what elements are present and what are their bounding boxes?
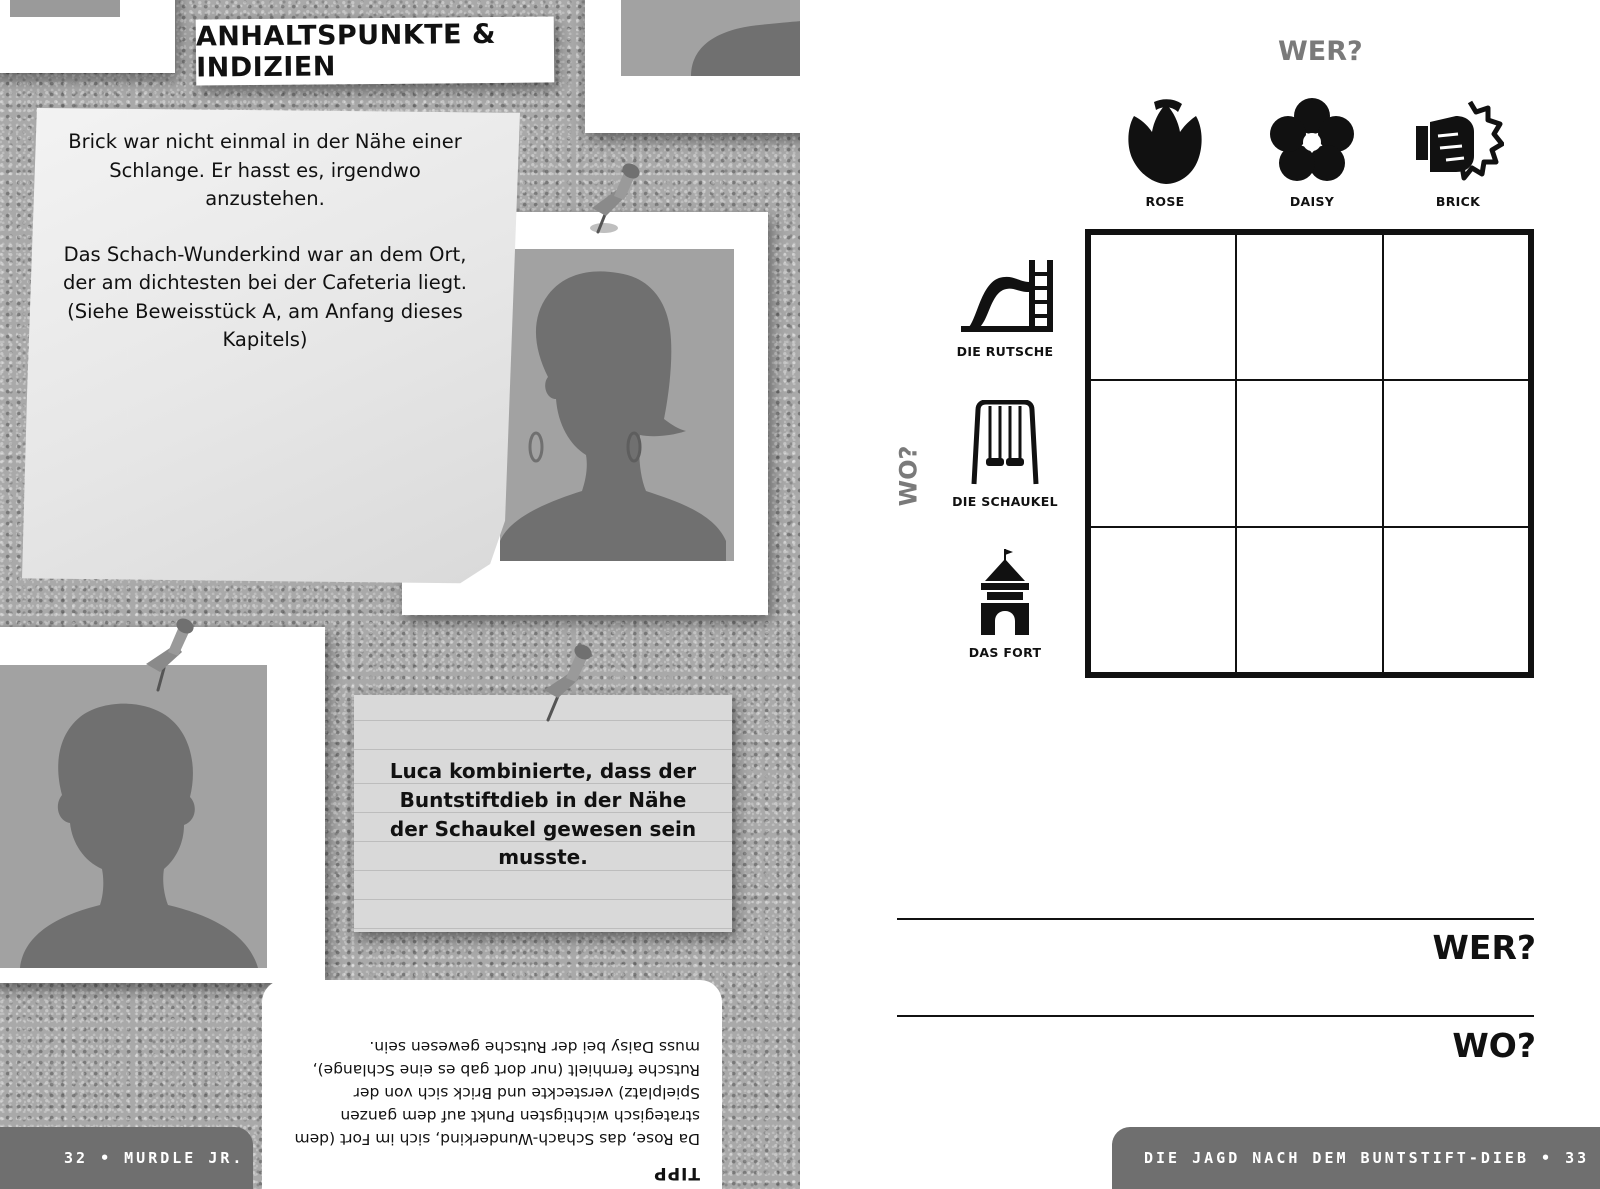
polaroid-top-left — [0, 0, 175, 73]
tip-content — [262, 980, 722, 1189]
woman-silhouette — [500, 249, 734, 561]
pushpin-icon — [138, 610, 198, 694]
suspect-rose-label: ROSE — [1145, 194, 1185, 209]
photo-woman — [500, 249, 734, 561]
pushpin-icon — [538, 640, 598, 724]
grid-cell-slide-rose[interactable] — [1090, 234, 1236, 380]
suspect-daisy-label: DAISY — [1289, 194, 1335, 209]
clue-paragraph-2: Das Schach-Wunderkind war an dem Ort, der am dichtesten bei der Cafeteria liegt. (Siehe Beweisstück A, am Anfang dieses Kapitels) — [63, 242, 467, 351]
answer-where-label: WO? — [1452, 1026, 1536, 1065]
grid-cell-fort-rose[interactable] — [1090, 527, 1236, 673]
pushpin-icon — [584, 158, 644, 242]
grid-cell-swing-rose[interactable] — [1090, 380, 1236, 526]
photo-man — [0, 665, 267, 968]
suspect-brick — [1403, 96, 1513, 209]
location-fort-label: DAS FORT — [968, 645, 1042, 660]
silhouette-top-right — [621, 0, 800, 76]
answer-where-line[interactable] — [897, 1015, 1534, 1017]
grid-cell-swing-brick[interactable] — [1383, 380, 1529, 526]
photo-top-right — [621, 0, 800, 76]
location-slide-label: DIE RUTSCHE — [956, 344, 1054, 359]
fort-icon — [977, 547, 1033, 637]
grid-cell-fort-daisy[interactable] — [1236, 527, 1382, 673]
grid-cell-fort-brick[interactable] — [1383, 527, 1529, 673]
location-swing — [945, 400, 1065, 509]
polaroid-top-right — [585, 0, 800, 133]
lined-card — [354, 695, 732, 932]
page-footer-right: DIE JAGD NACH DEM BUNTSTIFT-DIEB • 33 — [1112, 1127, 1600, 1189]
rose-icon — [1122, 96, 1208, 186]
tip-text: Da Rose, das Schach-Wunderkind, sich im Fort (dem strategisch wichtigsten Punkt auf dem ganzen Spielplatz) versteckte und Brick sich von der Rutsche fernhielt (nur dort gab es eine Schlange), muss Daisy bei der Rutsche gewesen sein. — [294, 1038, 700, 1148]
location-fort — [945, 547, 1065, 660]
location-swing-label: DIE SCHAUKEL — [952, 494, 1058, 509]
tip-title: TIPP — [653, 1163, 700, 1183]
photo-top-left — [10, 0, 120, 17]
answer-who-label: WER? — [1432, 928, 1536, 967]
where-heading: WO? — [894, 445, 923, 507]
suspect-daisy — [1257, 96, 1367, 209]
brick-icon — [1412, 96, 1504, 186]
answer-who-line[interactable] — [897, 918, 1534, 920]
grid-cell-slide-daisy[interactable] — [1236, 234, 1382, 380]
daisy-icon — [1267, 96, 1357, 186]
page-footer-left: 32 • MURDLE JR. — [0, 1127, 253, 1189]
tip-card — [262, 980, 722, 1189]
slide-icon — [957, 256, 1053, 336]
clue-text — [60, 128, 470, 355]
who-heading: WER? — [1278, 36, 1363, 67]
clue-paragraph-1: Brick war nicht einmal in der Nähe einer Schlange. Er hasst es, irgendwo anzustehen. — [68, 130, 462, 210]
location-slide — [945, 256, 1065, 359]
logic-grid — [1085, 229, 1534, 678]
grid-cell-swing-daisy[interactable] — [1236, 380, 1382, 526]
swing-icon — [970, 400, 1040, 486]
grid-cell-slide-brick[interactable] — [1383, 234, 1529, 380]
page-title: ANHALTSPUNKTE & INDIZIEN — [196, 16, 555, 85]
lined-card-text: Luca kombinierte, dass der Buntstiftdieb in der Nähe der Schaukel gewesen sein musste. — [389, 759, 697, 870]
suspect-brick-label: BRICK — [1435, 194, 1481, 209]
man-silhouette — [0, 665, 267, 968]
suspect-rose — [1110, 96, 1220, 209]
